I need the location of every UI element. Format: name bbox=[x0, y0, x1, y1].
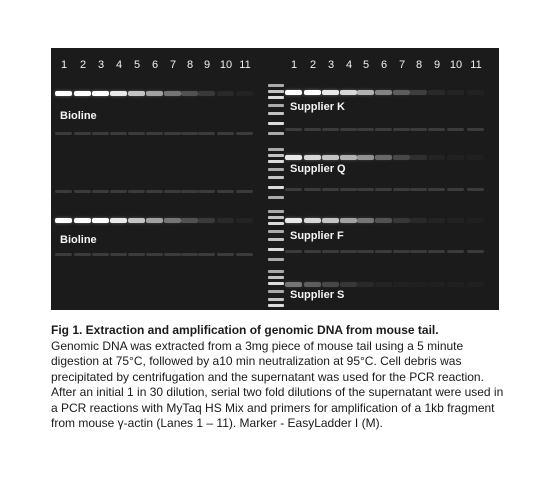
band-supplier-q bbox=[467, 155, 484, 160]
lane-number: 5 bbox=[133, 59, 141, 71]
primer-smear bbox=[375, 250, 392, 253]
ladder-band bbox=[268, 216, 284, 219]
ladder-band bbox=[268, 176, 284, 179]
ladder-band bbox=[268, 84, 284, 87]
band-supplier-s bbox=[410, 282, 427, 287]
ladder-band bbox=[268, 290, 284, 293]
band-bioline-bottom bbox=[92, 218, 109, 223]
gel-label-supplier-s: Supplier S bbox=[290, 289, 345, 301]
ladder-band bbox=[268, 168, 284, 171]
ladder-band bbox=[268, 238, 284, 241]
primer-smear bbox=[340, 250, 357, 253]
band-supplier-q bbox=[393, 155, 410, 160]
primer-smear bbox=[322, 188, 339, 191]
primer-smear bbox=[55, 190, 72, 193]
band-bioline-top bbox=[217, 91, 234, 96]
ladder-band bbox=[268, 222, 284, 225]
primer-smear bbox=[74, 190, 91, 193]
lane-number: 10 bbox=[219, 59, 233, 71]
band-bioline-bottom bbox=[110, 218, 127, 223]
band-supplier-q bbox=[285, 155, 302, 160]
primer-smear bbox=[375, 128, 392, 131]
primer-smear bbox=[146, 190, 163, 193]
primer-smear bbox=[92, 132, 109, 135]
band-supplier-s bbox=[375, 282, 392, 287]
lane-number: 10 bbox=[449, 59, 463, 71]
ladder-band bbox=[268, 230, 284, 233]
lane-number: 6 bbox=[151, 59, 159, 71]
lane-number: 1 bbox=[60, 59, 68, 71]
band-supplier-f bbox=[322, 218, 339, 223]
ladder-band bbox=[268, 196, 284, 199]
primer-smear bbox=[410, 128, 427, 131]
band-supplier-s bbox=[467, 282, 484, 287]
band-bioline-top bbox=[164, 91, 181, 96]
ladder-band bbox=[268, 258, 284, 261]
band-supplier-s bbox=[428, 282, 445, 287]
band-bioline-top bbox=[128, 91, 145, 96]
primer-smear bbox=[447, 188, 464, 191]
primer-smear bbox=[322, 250, 339, 253]
primer-smear bbox=[393, 188, 410, 191]
band-bioline-bottom bbox=[146, 218, 163, 223]
ladder-band bbox=[268, 104, 284, 107]
band-bioline-top bbox=[198, 91, 215, 96]
ladder-band bbox=[268, 282, 284, 285]
band-supplier-q bbox=[340, 155, 357, 160]
band-bioline-bottom bbox=[236, 218, 253, 223]
primer-smear bbox=[55, 253, 72, 256]
band-supplier-f bbox=[393, 218, 410, 223]
primer-smear bbox=[217, 253, 234, 256]
band-supplier-k bbox=[375, 90, 392, 95]
band-supplier-f bbox=[375, 218, 392, 223]
band-supplier-f bbox=[467, 218, 484, 223]
band-bioline-top bbox=[92, 91, 109, 96]
band-supplier-k bbox=[447, 90, 464, 95]
gel-label-bioline-bottom: Bioline bbox=[60, 234, 97, 246]
band-supplier-q bbox=[410, 155, 427, 160]
figure-caption bbox=[51, 323, 511, 432]
ladder-band bbox=[268, 154, 284, 157]
band-supplier-q bbox=[375, 155, 392, 160]
ladder-band bbox=[268, 112, 284, 115]
lane-number: 9 bbox=[203, 59, 211, 71]
lane-number: 3 bbox=[327, 59, 335, 71]
primer-smear bbox=[128, 253, 145, 256]
band-bioline-top bbox=[74, 91, 91, 96]
ladder-band bbox=[268, 270, 284, 273]
primer-smear bbox=[164, 190, 181, 193]
band-bioline-top bbox=[55, 91, 72, 96]
ladder-band bbox=[268, 186, 284, 189]
lane-number: 2 bbox=[309, 59, 317, 71]
lane-number: 9 bbox=[433, 59, 441, 71]
primer-smear bbox=[217, 190, 234, 193]
primer-smear bbox=[467, 250, 484, 253]
primer-smear bbox=[467, 128, 484, 131]
ladder-band bbox=[268, 122, 284, 125]
lane-number: 7 bbox=[398, 59, 406, 71]
ladder-band bbox=[268, 248, 284, 251]
gel-label-bioline-top: Bioline bbox=[60, 110, 97, 122]
caption-title: Fig 1. Extraction and amplification of genomic DNA from mouse tail. bbox=[51, 323, 439, 337]
primer-smear bbox=[198, 132, 215, 135]
lane-number: 4 bbox=[115, 59, 123, 71]
band-supplier-f bbox=[285, 218, 302, 223]
primer-smear bbox=[146, 253, 163, 256]
ladder-band bbox=[268, 148, 284, 151]
primer-smear bbox=[181, 253, 198, 256]
primer-smear bbox=[164, 132, 181, 135]
band-supplier-k bbox=[285, 90, 302, 95]
ladder-band bbox=[268, 132, 284, 135]
ladder-band bbox=[268, 210, 284, 213]
lane-number: 1 bbox=[290, 59, 298, 71]
primer-smear bbox=[236, 253, 253, 256]
band-bioline-bottom bbox=[217, 218, 234, 223]
primer-smear bbox=[146, 132, 163, 135]
band-supplier-s bbox=[340, 282, 357, 287]
primer-smear bbox=[304, 188, 321, 191]
primer-smear bbox=[467, 188, 484, 191]
lane-number: 8 bbox=[186, 59, 194, 71]
ladder-band bbox=[268, 298, 284, 301]
band-supplier-q bbox=[447, 155, 464, 160]
primer-smear bbox=[393, 250, 410, 253]
band-supplier-q bbox=[322, 155, 339, 160]
primer-smear bbox=[55, 132, 72, 135]
band-bioline-bottom bbox=[181, 218, 198, 223]
band-supplier-k bbox=[467, 90, 484, 95]
band-bioline-bottom bbox=[128, 218, 145, 223]
primer-smear bbox=[110, 190, 127, 193]
primer-smear bbox=[304, 128, 321, 131]
lane-number: 8 bbox=[415, 59, 423, 71]
band-supplier-q bbox=[304, 155, 321, 160]
primer-smear bbox=[198, 253, 215, 256]
ladder-band bbox=[268, 96, 284, 99]
primer-smear bbox=[285, 188, 302, 191]
band-bioline-top bbox=[110, 91, 127, 96]
ladder-band bbox=[268, 304, 284, 307]
ladder-band bbox=[268, 90, 284, 93]
band-supplier-f bbox=[340, 218, 357, 223]
primer-smear bbox=[447, 250, 464, 253]
primer-smear bbox=[110, 253, 127, 256]
primer-smear bbox=[357, 250, 374, 253]
primer-smear bbox=[74, 132, 91, 135]
band-bioline-bottom bbox=[74, 218, 91, 223]
band-supplier-f bbox=[447, 218, 464, 223]
primer-smear bbox=[428, 188, 445, 191]
gel-label-supplier-f: Supplier F bbox=[290, 230, 344, 242]
primer-smear bbox=[181, 132, 198, 135]
primer-smear bbox=[128, 132, 145, 135]
primer-smear bbox=[447, 128, 464, 131]
band-bioline-top bbox=[146, 91, 163, 96]
band-supplier-k bbox=[322, 90, 339, 95]
primer-smear bbox=[128, 190, 145, 193]
primer-smear bbox=[181, 190, 198, 193]
lane-number: 11 bbox=[239, 59, 251, 71]
primer-smear bbox=[236, 190, 253, 193]
lane-number: 11 bbox=[470, 59, 482, 71]
primer-smear bbox=[357, 188, 374, 191]
band-supplier-s bbox=[304, 282, 321, 287]
band-supplier-q bbox=[428, 155, 445, 160]
band-supplier-f bbox=[357, 218, 374, 223]
lane-number: 5 bbox=[362, 59, 370, 71]
lane-number: 6 bbox=[380, 59, 388, 71]
primer-smear bbox=[322, 128, 339, 131]
band-bioline-bottom bbox=[198, 218, 215, 223]
ladder-band bbox=[268, 276, 284, 279]
primer-smear bbox=[357, 128, 374, 131]
band-supplier-f bbox=[304, 218, 321, 223]
band-supplier-s bbox=[357, 282, 374, 287]
band-supplier-k bbox=[340, 90, 357, 95]
primer-smear bbox=[198, 190, 215, 193]
primer-smear bbox=[164, 253, 181, 256]
lane-number: 3 bbox=[97, 59, 105, 71]
band-supplier-q bbox=[357, 155, 374, 160]
band-supplier-k bbox=[410, 90, 427, 95]
primer-smear bbox=[285, 128, 302, 131]
band-supplier-s bbox=[447, 282, 464, 287]
primer-smear bbox=[340, 188, 357, 191]
band-supplier-k bbox=[304, 90, 321, 95]
primer-smear bbox=[74, 253, 91, 256]
primer-smear bbox=[92, 190, 109, 193]
primer-smear bbox=[375, 188, 392, 191]
ladder-band bbox=[268, 160, 284, 163]
band-supplier-s bbox=[322, 282, 339, 287]
primer-smear bbox=[92, 253, 109, 256]
primer-smear bbox=[410, 188, 427, 191]
lane-number: 7 bbox=[169, 59, 177, 71]
primer-smear bbox=[340, 128, 357, 131]
gel-label-supplier-k: Supplier K bbox=[290, 101, 346, 113]
band-supplier-f bbox=[410, 218, 427, 223]
gel-label-supplier-q: Supplier Q bbox=[290, 163, 346, 175]
caption-body: Genomic DNA was extracted from a 3mg piece of mouse tail using a 5 minute digestion at 75°C, followed by a10 min neutralization at 95°C. Cell debris was precipitated by centrifugation and the supernatant was used for the PCR reaction. After an initial 1 in 30 dilution, serial two fold dilutions of the supernatant were used in a PCR reactions with MyTaq HS Mix and primers for amplification of a 1kb fragment from mouse γ-actin (Lanes 1 – 11). Marker - EasyLadder I (M). bbox=[51, 338, 504, 430]
primer-smear bbox=[285, 250, 302, 253]
primer-smear bbox=[393, 128, 410, 131]
band-bioline-bottom bbox=[55, 218, 72, 223]
band-bioline-top bbox=[236, 91, 253, 96]
primer-smear bbox=[428, 250, 445, 253]
lane-number: 2 bbox=[79, 59, 87, 71]
primer-smear bbox=[410, 250, 427, 253]
primer-smear bbox=[304, 250, 321, 253]
lane-number: 4 bbox=[345, 59, 353, 71]
band-supplier-k bbox=[428, 90, 445, 95]
primer-smear bbox=[236, 132, 253, 135]
band-supplier-s bbox=[393, 282, 410, 287]
band-bioline-top bbox=[181, 91, 198, 96]
primer-smear bbox=[110, 132, 127, 135]
primer-smear bbox=[428, 128, 445, 131]
band-supplier-k bbox=[357, 90, 374, 95]
primer-smear bbox=[217, 132, 234, 135]
band-supplier-f bbox=[428, 218, 445, 223]
band-bioline-bottom bbox=[164, 218, 181, 223]
band-supplier-k bbox=[393, 90, 410, 95]
band-supplier-s bbox=[285, 282, 302, 287]
